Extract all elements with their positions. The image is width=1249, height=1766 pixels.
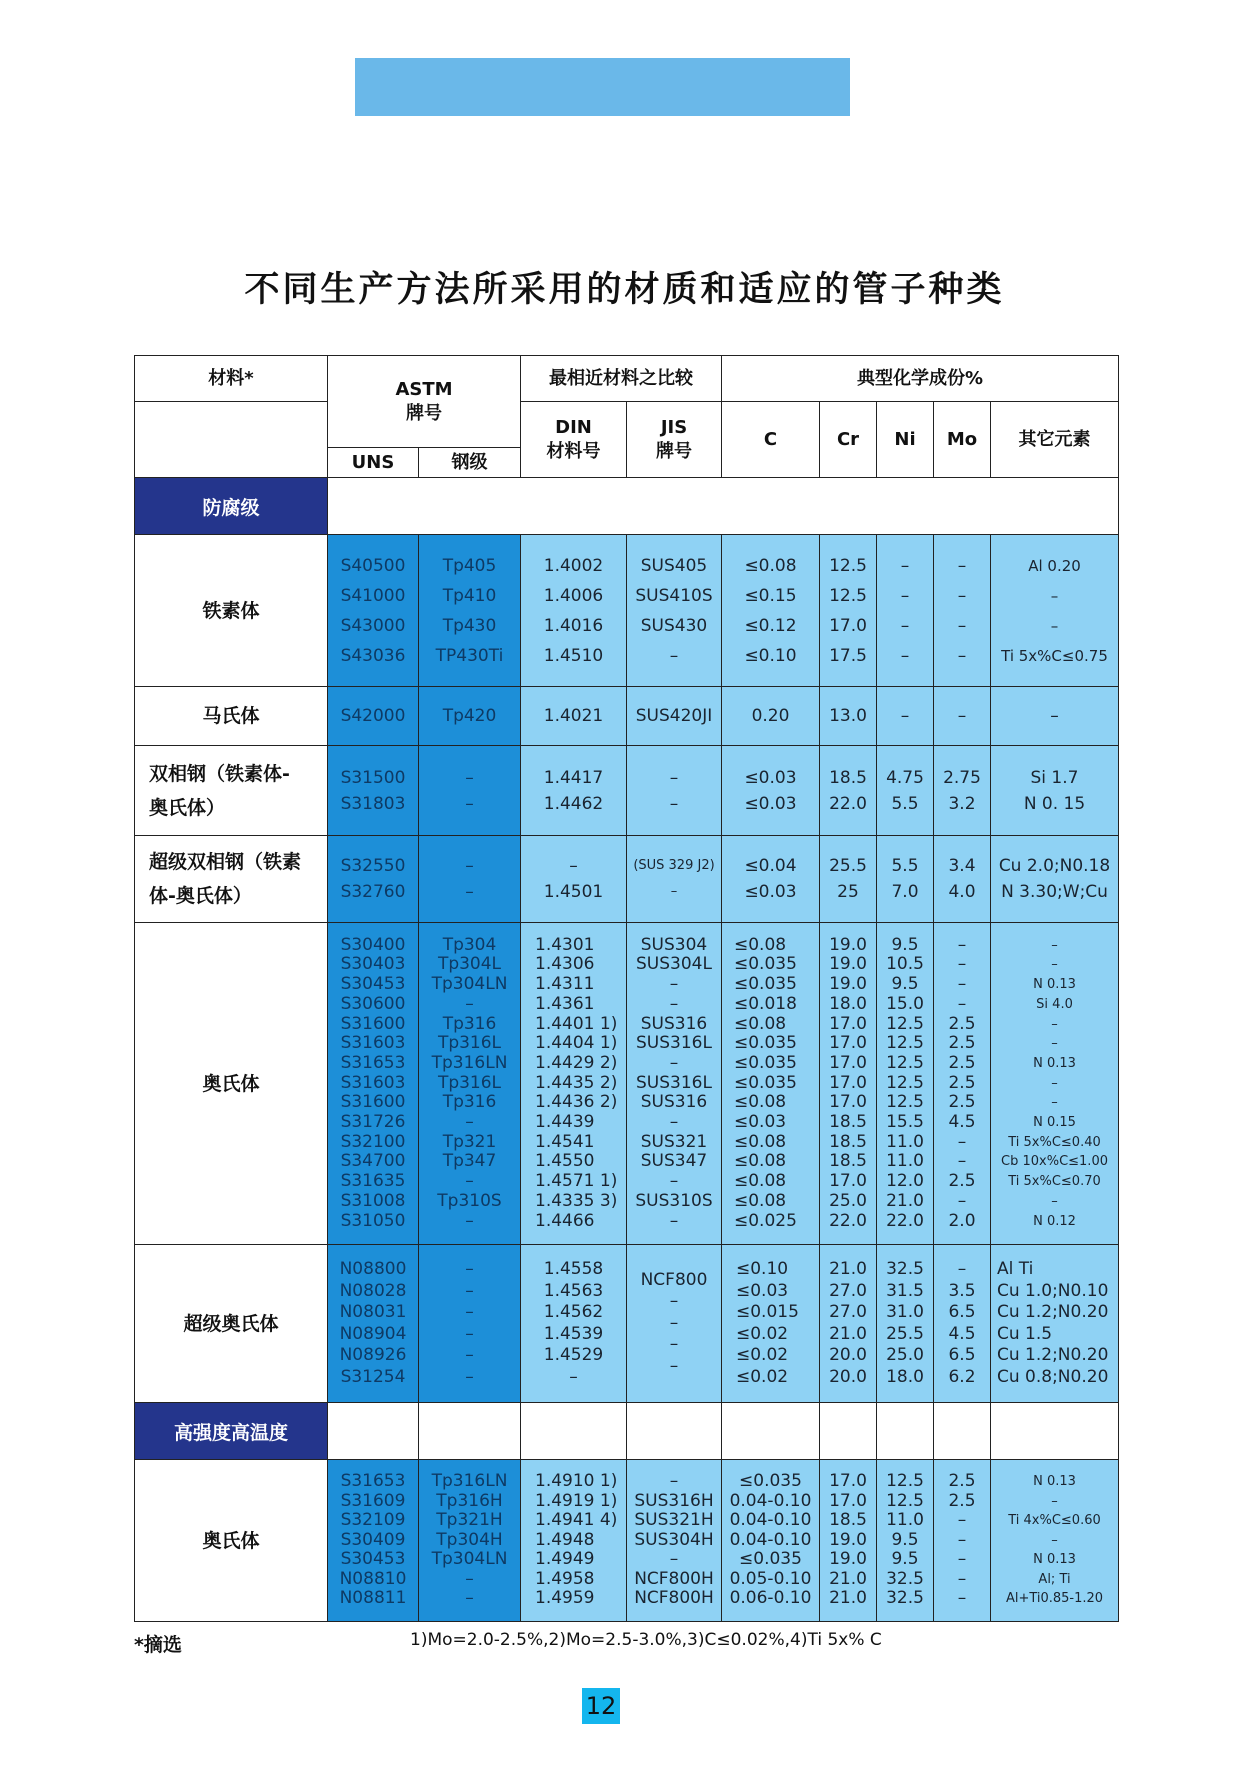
grade-cell: – – [419,836,521,923]
footnote-mark: *摘选 [134,1634,182,1656]
material-name: 双相钢（铁素体- 奥氏体） [135,746,328,836]
section-label: 高强度高温度 [135,1403,328,1460]
cr-cell: 12.5 12.5 17.0 17.5 [820,535,877,687]
mo-cell: 2.75 3.2 [934,746,991,836]
other-cell: – [991,687,1119,746]
din-cell: 1.4910 1) 1.4919 1) 1.4941 4) 1.4948 1.4949 1.4958 1.4959 [521,1460,627,1622]
material-name: 马氏体 [135,687,328,746]
din-cell: – 1.4501 [521,836,627,923]
section-blank [419,1403,521,1460]
mo-cell: – – – – [934,535,991,687]
footnote: 1)Mo=2.0-2.5%,2)Mo=2.5-3.0%,3)C≤0.02%,4)Ti 5x% C [410,1630,882,1650]
uns-cell: S40500 S41000 S43000 S43036 [328,535,419,687]
mo-cell: – – – – 2.5 2.5 2.5 2.5 2.5 4.5 – – 2.5 – 2.0 [934,923,991,1245]
grade-cell: Tp316LN Tp316H Tp321H Tp304H Tp304LN – – [419,1460,521,1622]
grade-cell: Tp405 Tp410 Tp430 TP430Ti [419,535,521,687]
uns-cell: S32550 S32760 [328,836,419,923]
uns-cell: S42000 [328,687,419,746]
page-number: 12 [582,1688,620,1724]
din-cell: 1.4301 1.4306 1.4311 1.4361 1.4401 1) 1.4404 1) 1.4429 2) 1.4435 2) 1.4436 2) 1.4439 1.4541 1.4550 1.4571 1) 1.4335 3) 1.4466 [521,923,627,1245]
header-uns: UNS [328,448,419,478]
c-cell: ≤0.10 ≤0.03 ≤0.015 ≤0.02 ≤0.02 ≤0.02 [722,1245,820,1403]
din-cell: 1.4021 [521,687,627,746]
cr-cell: 25.5 25 [820,836,877,923]
grade-cell: – – – – – – [419,1245,521,1403]
other-cell: Al Ti Cu 1.0;N0.10 Cu 1.2;N0.20 Cu 1.5 Cu 1.2;N0.20 Cu 0.8;N0.20 [991,1245,1119,1403]
material-name: 奥氏体 [135,1460,328,1622]
uns-cell: S31500 S31803 [328,746,419,836]
other-cell: N 0.13 – Ti 4x%C≤0.60 – N 0.13 Al; Ti Al+Ti0.85-1.20 [991,1460,1119,1622]
other-cell: Si 1.7 N 0. 15 [991,746,1119,836]
cr-cell: 19.0 19.0 19.0 18.0 17.0 17.0 17.0 17.0 17.0 18.5 18.5 18.5 17.0 25.0 22.0 [820,923,877,1245]
header-c: C [722,402,820,478]
table-row [135,1245,1119,1403]
c-cell: ≤0.03 ≤0.03 [722,746,820,836]
jis-cell: SUS304 SUS304L – – SUS316 SUS316L – SUS316L SUS316 – SUS321 SUS347 – SUS310S – [627,923,722,1245]
section-blank [877,1403,934,1460]
ni-cell: 5.5 7.0 [877,836,934,923]
jis-cell: (SUS 329 J2) – [627,836,722,923]
header-grade: 钢级 [419,448,521,478]
section-blank [820,1403,877,1460]
mo-cell: – [934,687,991,746]
jis-cell: – – [627,746,722,836]
header-jis: JIS 牌号 [627,402,722,478]
c-cell: 0.20 [722,687,820,746]
section-blank [328,478,1119,535]
ni-cell: – [877,687,934,746]
ni-cell: – – – – [877,535,934,687]
other-cell: Cu 2.0;N0.18 N 3.30;W;Cu [991,836,1119,923]
page-title: 不同生产方法所采用的材质和适应的管子种类 [244,270,1005,310]
material-name: 铁素体 [135,535,328,687]
section-blank [934,1403,991,1460]
header-material: 材料* [135,356,328,402]
header-banner [355,58,850,116]
c-cell: ≤0.08 ≤0.035 ≤0.035 ≤0.018 ≤0.08 ≤0.035 ≤0.035 ≤0.035 ≤0.08 ≤0.03 ≤0.08 ≤0.08 ≤0.08 ≤0.08 ≤0.025 [722,923,820,1245]
header-astm: ASTM 牌号 [328,356,521,448]
table-row [135,746,1119,836]
table-row [135,535,1119,687]
ni-cell: 4.75 5.5 [877,746,934,836]
c-cell: ≤0.04 ≤0.03 [722,836,820,923]
din-cell: 1.4558 1.4563 1.4562 1.4539 1.4529 – [521,1245,627,1403]
c-cell: ≤0.035 0.04-0.10 0.04-0.10 0.04-0.10 ≤0.035 0.05-0.10 0.06-0.10 [722,1460,820,1622]
header-cr: Cr [820,402,877,478]
other-cell: – – N 0.13 Si 4.0 – – N 0.13 – – N 0.15 Ti 5x%C≤0.40 Cb 10x%C≤1.00 Ti 5x%C≤0.70 – N 0.12 [991,923,1119,1245]
cr-cell: 13.0 [820,687,877,746]
other-cell: Al 0.20 – – Ti 5x%C≤0.75 [991,535,1119,687]
material-name: 超级双相钢（铁素 体-奥氏体） [135,836,328,923]
grade-cell: Tp420 [419,687,521,746]
section-label: 防腐级 [135,478,328,535]
jis-cell: SUS420JI [627,687,722,746]
section-blank [627,1403,722,1460]
material-name: 超级奥氏体 [135,1245,328,1403]
grade-cell: – – [419,746,521,836]
table-row [135,836,1119,923]
uns-cell: S31653 S31609 S32109 S30409 S30453 N08810 N08811 [328,1460,419,1622]
header-mo: Mo [934,402,991,478]
jis-cell: SUS405 SUS410S SUS430 – [627,535,722,687]
material-name: 奥氏体 [135,923,328,1245]
mo-cell: 3.4 4.0 [934,836,991,923]
section-blank [991,1403,1119,1460]
header-nearest: 最相近材料之比较 [521,356,722,402]
jis-cell: NCF800 – – – – [627,1245,722,1403]
grade-cell: Tp304 Tp304L Tp304LN – Tp316 Tp316L Tp316LN Tp316L Tp316 – Tp321 Tp347 – Tp310S – [419,923,521,1245]
header-ni: Ni [877,402,934,478]
ni-cell: 32.5 31.5 31.0 25.5 25.0 18.0 [877,1245,934,1403]
materials-table [134,355,1119,1622]
table-row [135,1460,1119,1622]
jis-cell: – SUS316H SUS321H SUS304H – NCF800H NCF800H [627,1460,722,1622]
mo-cell: 2.5 2.5 – – – – – [934,1460,991,1622]
header-other: 其它元素 [991,402,1119,478]
c-cell: ≤0.08 ≤0.15 ≤0.12 ≤0.10 [722,535,820,687]
header-chem: 典型化学成份% [722,356,1119,402]
header-din: DIN 材料号 [521,402,627,478]
mo-cell: – 3.5 6.5 4.5 6.5 6.2 [934,1245,991,1403]
header-material-blank [135,402,328,478]
section-blank [328,1403,419,1460]
din-cell: 1.4002 1.4006 1.4016 1.4510 [521,535,627,687]
ni-cell: 9.5 10.5 9.5 15.0 12.5 12.5 12.5 12.5 12.5 15.5 11.0 11.0 12.0 21.0 22.0 [877,923,934,1245]
uns-cell: S30400 S30403 S30453 S30600 S31600 S31603 S31653 S31603 S31600 S31726 S32100 S34700 S31635 S31008 S31050 [328,923,419,1245]
table-row [135,687,1119,746]
uns-cell: N08800 N08028 N08031 N08904 N08926 S31254 [328,1245,419,1403]
cr-cell: 21.0 27.0 27.0 21.0 20.0 20.0 [820,1245,877,1403]
section-blank [521,1403,627,1460]
ni-cell: 12.5 12.5 11.0 9.5 9.5 32.5 32.5 [877,1460,934,1622]
cr-cell: 18.5 22.0 [820,746,877,836]
cr-cell: 17.0 17.0 18.5 19.0 19.0 21.0 21.0 [820,1460,877,1622]
din-cell: 1.4417 1.4462 [521,746,627,836]
table-row [135,923,1119,1245]
section-blank [722,1403,820,1460]
